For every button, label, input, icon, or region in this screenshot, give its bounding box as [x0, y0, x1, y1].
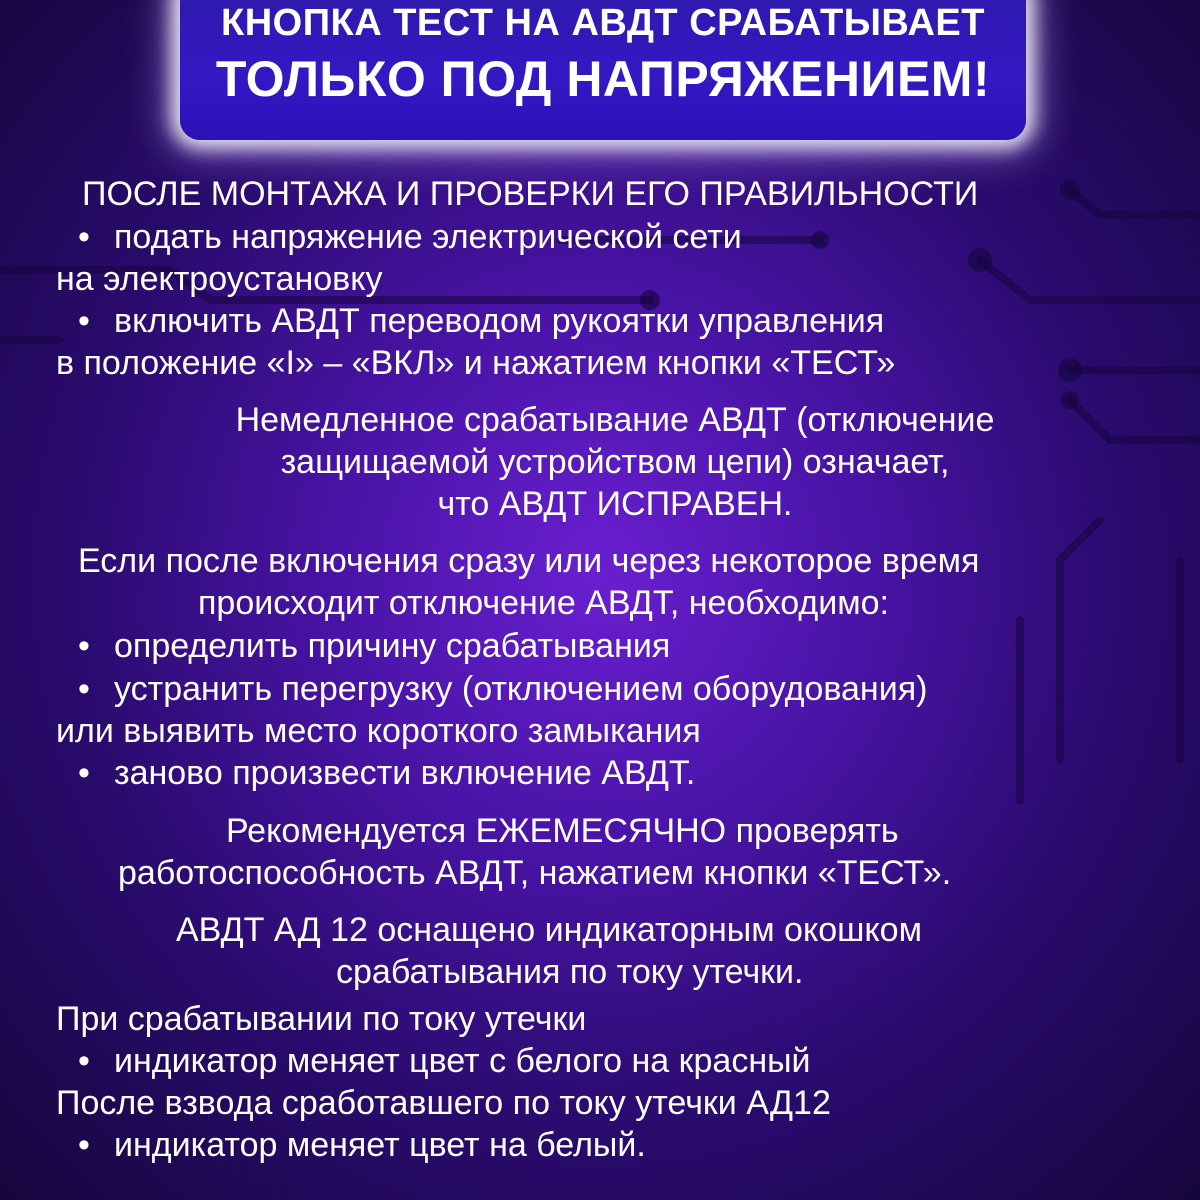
section3-line2: происходит отключение АВДТ, необходимо: — [198, 584, 889, 622]
section1-bullet2-line1: • включить АВДТ переводом рукоятки управления — [114, 301, 884, 341]
section6-bullet2: • индикатор меняет цвет на белый. — [114, 1125, 646, 1165]
section2-line3: что АВДТ ИСПРАВЕН. — [437, 485, 793, 523]
section5-line2: срабатывания по току утечки. — [336, 953, 804, 991]
section3-bullet1: • определить причину срабатывания — [114, 626, 670, 666]
banner-title-line2: ТОЛЬКО ПОД НАПРЯЖЕНИЕМ! — [215, 51, 991, 107]
section3-bullet2-line2: или выявить место короткого замыкания — [56, 712, 701, 750]
banner-title-line1: КНОПКА ТЕСТ НА АВДТ СРАБАТЫВАЕТ — [221, 2, 985, 44]
section1-bullet1-line2: на электроустановку — [56, 260, 383, 298]
section5-line1: АВДТ АД 12 оснащено индикаторным окошком — [176, 911, 922, 949]
section2-line1: Немедленное срабатывание АВДТ (отключение — [235, 401, 995, 439]
section4-line1: Рекомендуется ЕЖЕМЕСЯЧНО проверять — [226, 812, 899, 850]
section1-bullet1-line1: • подать напряжение электрической сети — [114, 217, 742, 257]
section1-bullet2-line2: в положение «I» – «ВКЛ» и нажатием кнопки «ТЕСТ» — [56, 344, 896, 382]
title-banner — [180, 0, 1026, 140]
section6-bullet1: • индикатор меняет цвет с белого на красный — [114, 1041, 811, 1081]
section2-line2: защищаемой устройством цепи) означает, — [280, 443, 950, 481]
section3-bullet2-line1: • устранить перегрузку (отключением оборудования) — [114, 669, 927, 709]
section3-bullet3: • заново произвести включение АВДТ. — [114, 753, 695, 793]
section6-line1: При срабатывании по току утечки — [56, 1000, 587, 1038]
section4-line2: работоспособность АВДТ, нажатием кнопки «ТЕСТ». — [118, 854, 952, 892]
section3-line1: Если после включения сразу или через некоторое время — [78, 542, 980, 580]
section6-line2: После взвода сработавшего по току утечки АД12 — [56, 1084, 831, 1122]
section1-heading: ПОСЛЕ МОНТАЖА И ПРОВЕРКИ ЕГО ПРАВИЛЬНОСТИ — [82, 175, 979, 213]
